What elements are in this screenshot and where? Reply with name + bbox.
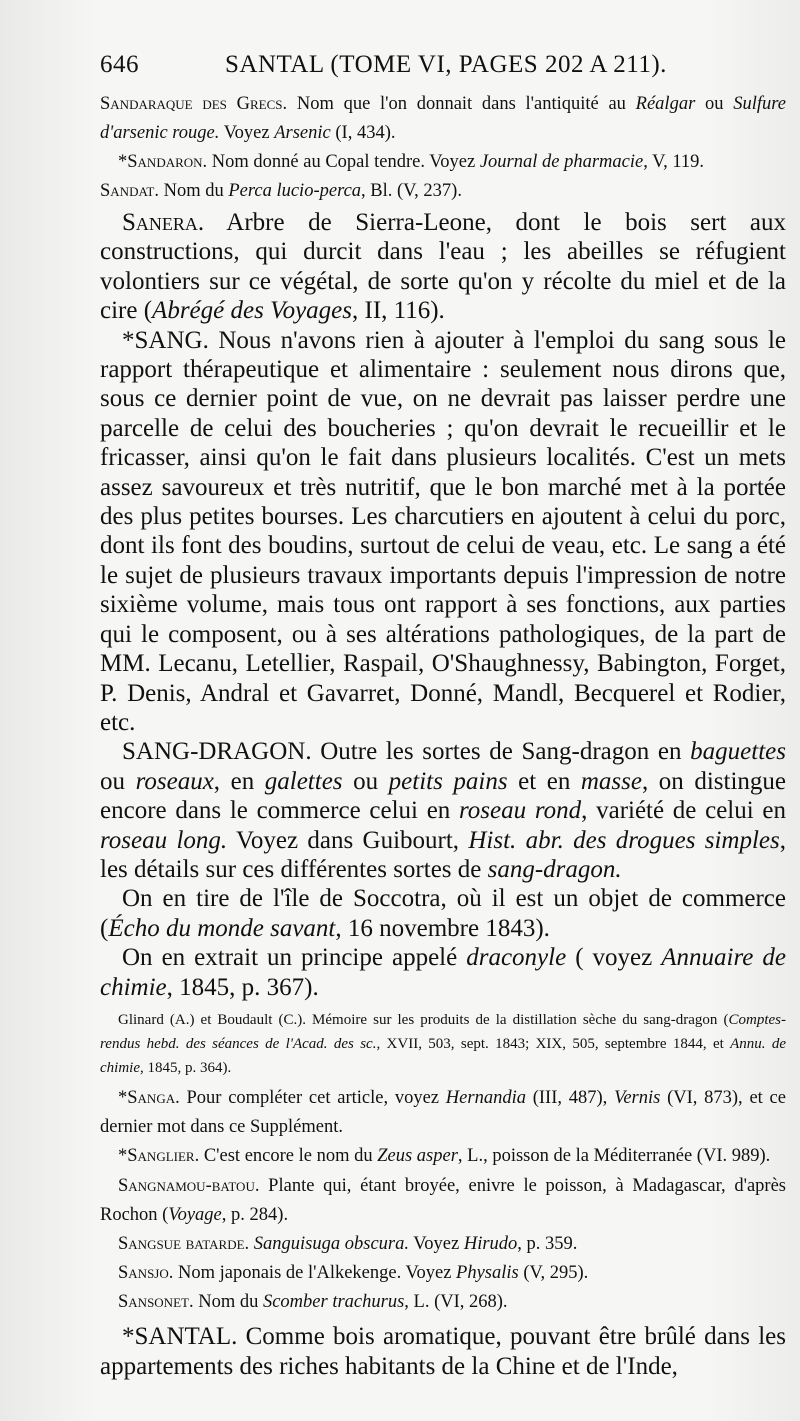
entry-sandaron: *Sandaron. Nom donné au Copal tendre. Voyez Journal de pharmacie, V, 119. <box>118 152 705 172</box>
entry-sanera: Sanera. Arbre de Sierra-Leone, dont le bois sert aux constructions, qui durcit dans l'eau ; les abeilles se réfugient volontiers sur ce végétal, de sorte qu'on y récolte du miel et de la cire (Abrégé des Voyages, II, 116). <box>100 209 786 325</box>
headword: SANG-DRAGON. <box>122 738 312 766</box>
running-header <box>100 40 786 90</box>
entry-sangnamou-batou: Sangnamou-batou. Plante qui, étant broyée, enivre le poisson, à Madagascar, d'après Rochon (Voyage, p. 284). <box>100 1175 786 1225</box>
headword: *Sanglier. <box>118 1146 200 1167</box>
headword: Sanera. <box>122 209 205 236</box>
headword: Sandaraque des Grecs. <box>100 94 288 114</box>
entry-sandat: Sandat. Nom du Perca lucio-perca, Bl. (V, 237). <box>100 181 462 201</box>
headword: *SANG. <box>122 326 209 354</box>
headword: Sangnamou-batou. <box>118 1175 260 1196</box>
headword: *Sanga. <box>118 1087 180 1108</box>
headword: Sangsue batarde. <box>118 1233 250 1254</box>
entry-sansjo: Sansjo. Nom japonais de l'Alkekenge. Voyez Physalis (V, 295). <box>118 1263 589 1284</box>
page-number: 646 <box>100 51 139 78</box>
headword: *SANTAL. <box>122 1322 238 1350</box>
headword: Sandat. <box>100 181 159 201</box>
entry-santal: *SANTAL. Comme bois aromatique, pouvant être brûlé dans les appartements des riches habitants de la Chine et de l'Inde, <box>100 1322 786 1380</box>
entry-sandaraque: Sandaraque des Grecs. Nom que l'on donnait dans l'antiquité au Réalgar ou Sulfure d'arsenic rouge. Voyez Arsenic (I, 434). <box>100 94 786 143</box>
short-entries-top <box>100 90 786 206</box>
headword: Sansonet. <box>118 1292 194 1313</box>
bibliography-note <box>100 1008 786 1080</box>
headword: Sansjo. <box>118 1263 174 1284</box>
entry-sang-dragon: SANG-DRAGON. Outre les sortes de Sang-dragon en baguettes ou roseaux, en galettes ou petits pains et en masse, on distingue encore dans le commerce celui en roseau rond, variété de celui en roseau long. Voyez dans Guibourt, Hist. abr. des drogues simples, les détails sur ces différentes sortes de sang-dragon. <box>100 738 787 883</box>
entry-sanglier: *Sanglier. C'est encore le nom du Zeus asper, L., poisson de la Méditerranée (VI. 989). <box>118 1146 771 1167</box>
biblio-glinard: Glinard (A.) et Boudault (C.). Mémoire sur les produits de la distillation sèche du sang-dragon (Comptes-rendus hebd. des séances de l'Acad. des sc., XVII, 503, sept. 1843; XIX, 505, septembre 1844, et Annu. de chimie, 1845, p. 364). <box>100 1011 787 1076</box>
running-title: SANTAL (TOME VI, PAGES 202 A 211). <box>225 51 667 78</box>
headword: *Sandaron. <box>118 152 208 172</box>
sang-dragon-soccotra: On en tire de l'île de Soccotra, où il est un objet de commerce (Écho du monde savant, 16 novembre 1843). <box>100 885 786 942</box>
entry-sangsue-batarde: Sangsue batarde. Sanguisuga obscura. Voyez Hirudo, p. 359. <box>118 1233 578 1254</box>
entry-sansonet: Sansonet. Nom du Scomber trachurus, L. (VI, 268). <box>118 1292 508 1313</box>
main-entries <box>100 208 786 1002</box>
sang-dragon-draconyle: On en extrait un principe appelé draconyle ( voyez Annuaire de chimie, 1845, p. 367). <box>100 944 786 1001</box>
entry-santal-block <box>100 1322 786 1382</box>
entry-sang: *SANG. Nous n'avons rien à ajouter à l'emploi du sang sous le rapport thérapeutique et alimentaire : seulement nous dirons que, sous ce dernier point de vue, on ne devrait pas laisser perdre une parcelle de celui des boucheries ; qu'on devrait le recueillir et le fricasser, ainsi qu'on le fait dans plusieurs localités. C'est un mets assez savoureux et très nutritif, que le bon marché met à la portée des plus petites bourses. Les charcutiers en ajoutent à celui du porc, dont ils font des boudins, surtout de celui de veau, etc. Le sang a été le sujet de plusieurs travaux importants depuis l'impression de notre sixième volume, mais tous ont rapport à ses fonctions, aux parties qui le composent, ou à ses altérations pathologiques, de la part de MM. Lecanu, Letellier, Raspail, O'Shaughnessy, Babington, Forget, P. Denis, Andral et Gavarret, Donné, Mandl, Becquerel et Rodier, etc. <box>100 326 786 736</box>
short-entries-bottom <box>100 1084 786 1318</box>
entry-sanga: *Sanga. Pour compléter cet article, voyez Hernandia (III, 487), Vernis (VI, 873), et ce dernier mot dans ce Supplément. <box>100 1087 786 1138</box>
